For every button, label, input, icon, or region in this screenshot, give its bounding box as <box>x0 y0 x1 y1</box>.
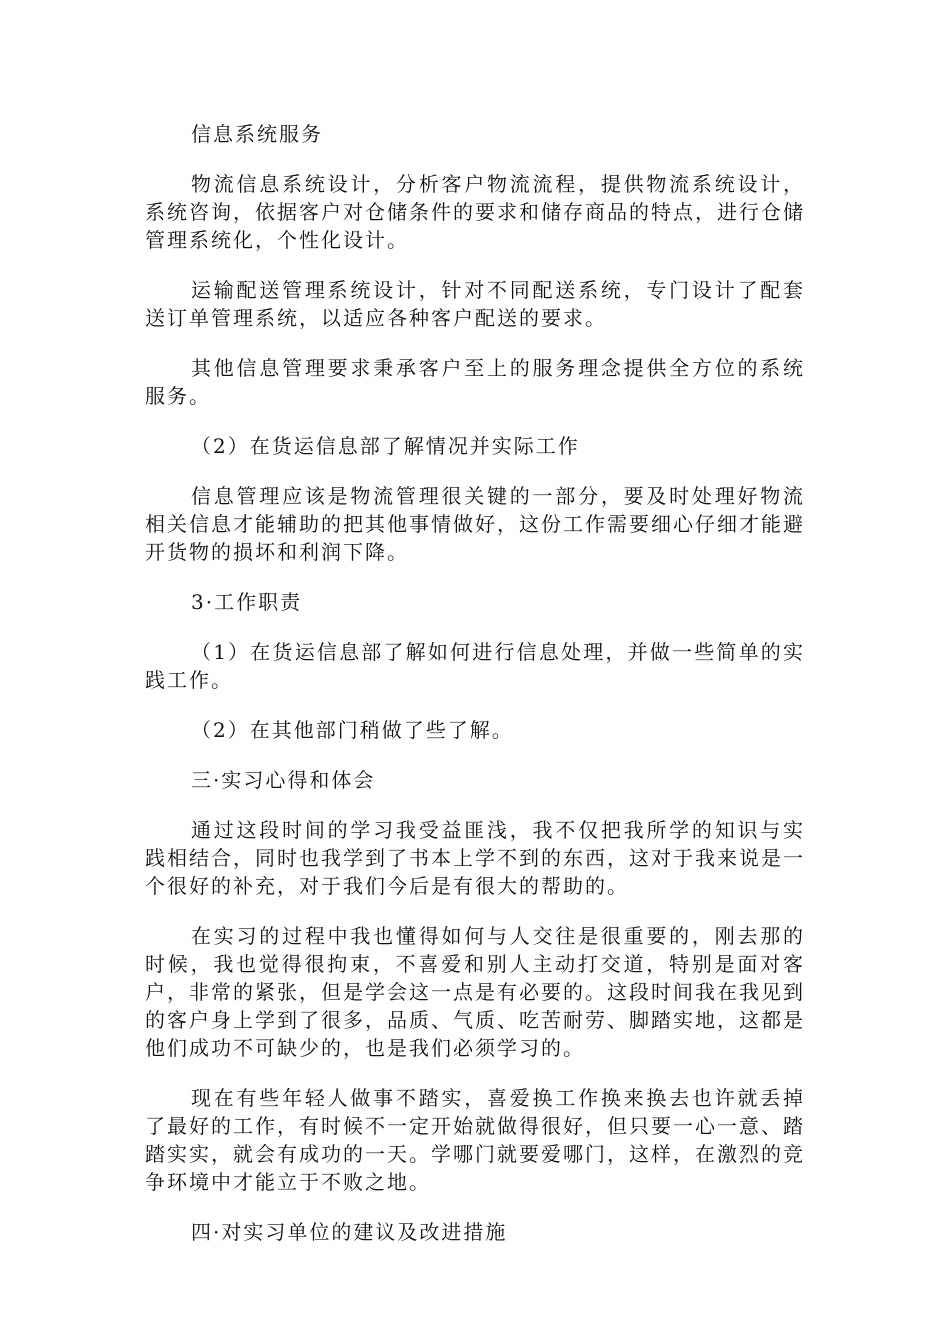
paragraph-reflection-3: 现在有些年轻人做事不踏实，喜爱换工作换来换去也许就丢掉了最好的工作，有时候不一定开始就做得很好，但只要一心一意、踏踏实实，就会有成功的一天。学哪门就要爱哪门，这样，在激烈的竞争环境中才能立于不败之地。 <box>145 1086 805 1194</box>
text-column <box>145 120 805 1268</box>
section-heading-job-duties: 3·工作职责 <box>191 590 303 614</box>
section-heading-internship-reflections: 三·实习心得和体会 <box>191 768 376 792</box>
paragraph-duty-2: （2）在其他部门稍做了些了解。 <box>191 718 514 742</box>
subheading-freight-info-dept: （2）在货运信息部了解情况并实际工作 <box>191 434 580 458</box>
section-heading-suggestions: 四·对实习单位的建议及改进措施 <box>191 1220 508 1244</box>
paragraph-duty-1: （1）在货运信息部了解如何进行信息处理，并做一些简单的实践工作。 <box>145 640 805 692</box>
paragraph-reflection-2: 在实习的过程中我也懂得如何与人交往是很重要的，刚去那的时候，我也觉得很拘束，不喜爱和别人主动打交道，特别是面对客户，非常的紧张，但是学会这一点是有必要的。这段时间我在我见到的客户身上学到了很多，品质、气质、吃苦耐劳、脚踏实地，这都是他们成功不可缺少的，也是我们必须学习的。 <box>145 924 805 1060</box>
paragraph-logistics-info-system-design: 物流信息系统设计，分析客户物流流程，提供物流系统设计，系统咨询，依据客户对仓储条件的要求和储存商品的特点，进行仓储管理系统化，个性化设计。 <box>145 172 805 252</box>
section-heading-info-system-service: 信息系统服务 <box>191 122 323 146</box>
paragraph-info-management-importance: 信息管理应该是物流管理很关键的一部分，要及时处理好物流相关信息才能辅助的把其他事情做好，这份工作需要细心仔细才能避开货物的损坏和利润下降。 <box>145 484 805 564</box>
paragraph-transport-delivery-system: 运输配送管理系统设计，针对不同配送系统，专门设计了配套送订单管理系统，以适应各种客户配送的要求。 <box>145 278 805 330</box>
paragraph-other-info-management: 其他信息管理要求秉承客户至上的服务理念提供全方位的系统服务。 <box>145 356 805 408</box>
paragraph-reflection-1: 通过这段时间的学习我受益匪浅，我不仅把我所学的知识与实践相结合，同时也我学到了书本上学不到的东西，这对于我来说是一个很好的补充，对于我们今后是有很大的帮助的。 <box>145 818 805 898</box>
